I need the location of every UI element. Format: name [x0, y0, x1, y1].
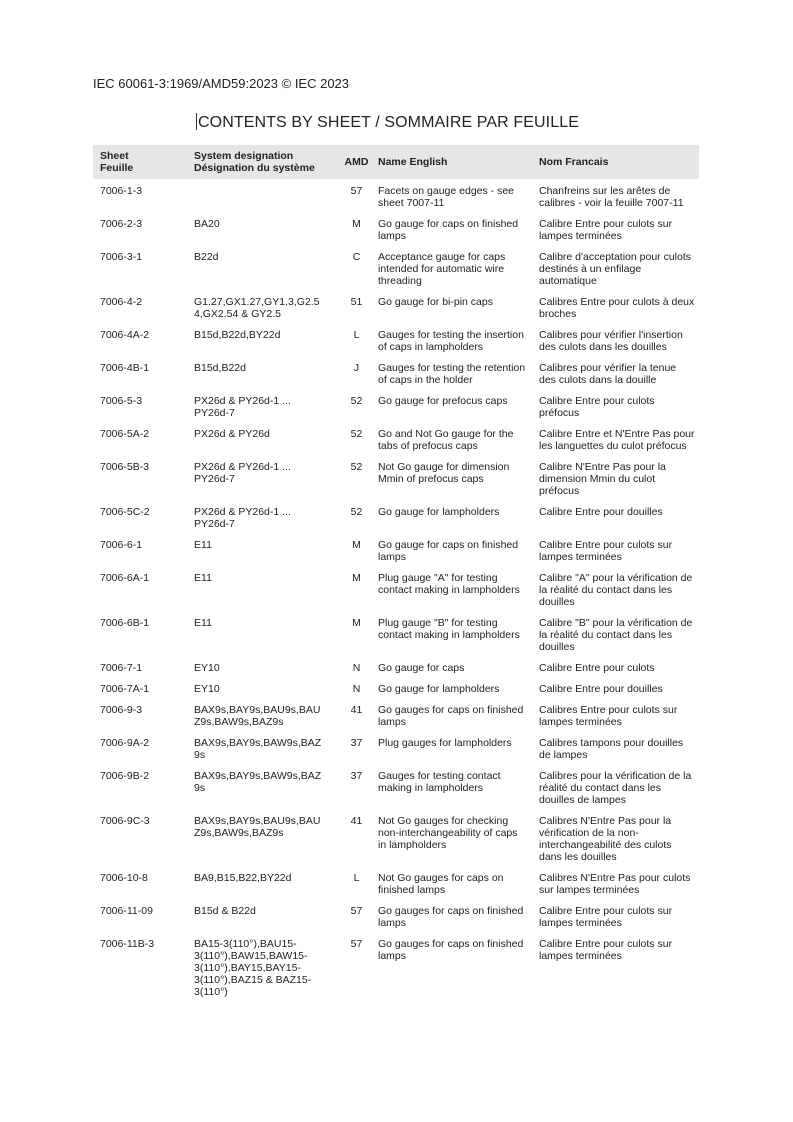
cell-sheet: 7006-9-3 — [100, 704, 143, 716]
cell-sheet: 7006-2-3 — [100, 218, 143, 230]
cell-amd: N — [352, 662, 361, 674]
cell-name-english: Go gauge for caps — [378, 662, 465, 674]
cell-name-english: Plug gauges for lampholders — [378, 737, 512, 749]
cell-system-designation: BA9,B15,B22,BY22d — [194, 872, 292, 884]
column-header-sheet — [93, 145, 187, 179]
table-row — [93, 728, 699, 761]
cell-name-english: Go gauge for prefocus caps — [378, 395, 508, 407]
cell-sheet: 7006-4-2 — [100, 296, 143, 308]
cell-name-english: Not Go gauges for caps on finished lamps — [378, 872, 504, 896]
cell-system-designation: B15d,B22d — [194, 362, 246, 374]
cell-name-english: Go gauge for bi-pin caps — [378, 296, 493, 308]
cell-name-english: Go gauges for caps on finished lamps — [378, 938, 524, 962]
cell-name-english: Go and Not Go gauge for the tabs of prefocus caps — [378, 428, 514, 452]
cell-amd: N — [352, 683, 361, 695]
cell-sheet: 7006-9B-2 — [100, 770, 150, 782]
cell-name-french: Calibre Entre pour culots préfocus — [539, 395, 655, 419]
cell-name-french: Calibre Entre pour culots sur lampes terminées — [539, 218, 673, 242]
table-row — [93, 563, 699, 608]
cell-name-english: Plug gauge "A" for testing contact making in lampholders — [378, 572, 520, 596]
table-row — [93, 419, 699, 452]
cell-name-french: Calibres tampons pour douilles de lampes — [539, 737, 684, 761]
cell-name-english: Go gauges for caps on finished lamps — [378, 905, 524, 929]
cell-sheet: 7006-9A-2 — [100, 737, 150, 749]
cell-name-french: Calibres Entre pour culots à deux broches — [539, 296, 695, 320]
cell-sheet: 7006-1-3 — [100, 185, 143, 197]
cell-amd: C — [352, 251, 361, 263]
cell-sheet: 7006-6A-1 — [100, 572, 150, 584]
cell-amd: 51 — [350, 296, 363, 308]
cell-amd: 52 — [350, 461, 363, 473]
cell-name-english: Not Go gauges for checking non-interchangeability of caps in lampholders — [378, 815, 518, 851]
cell-system-designation: BAX9s,BAY9s,BAU9s,BAUZ9s,BAW9s,BAZ9s — [194, 815, 321, 839]
cell-name-english: Go gauges for caps on finished lamps — [378, 704, 524, 728]
cell-system-designation: PX26d & PY26d-1 ... PY26d-7 — [194, 461, 291, 485]
cell-name-french: Calibre Entre pour culots sur lampes terminées — [539, 905, 673, 929]
cell-system-designation: PX26d & PY26d-1 ... PY26d-7 — [194, 506, 291, 530]
cell-amd: 57 — [350, 185, 363, 197]
cell-system-designation: BA15-3(110°),BAU15-3(110°),BAW15,BAW15-3(110°),BAY15,BAY15-3(110°),BAZ15 & BAZ15-3(110°) — [194, 938, 312, 998]
cell-system-designation: PX26d & PY26d-1 ... PY26d-7 — [194, 395, 291, 419]
column-header-amd: AMD — [344, 156, 369, 168]
cell-sheet: 7006-7A-1 — [100, 683, 150, 695]
cell-name-french: Calibres pour la vérification de la réalité du contact dans les douilles de lampes — [539, 770, 692, 806]
contents-table — [93, 145, 699, 998]
cell-amd: L — [353, 872, 360, 884]
cell-name-french: Calibre N'Entre Pas pour la dimension Mmin du culot préfocus — [539, 461, 666, 497]
table-header-row — [93, 145, 699, 179]
table-row — [93, 674, 699, 695]
table-row — [93, 452, 699, 497]
cell-name-french: Calibres pour vérifier la tenue des culots dans la douille — [539, 362, 677, 386]
cell-amd: 52 — [350, 395, 363, 407]
cell-system-designation: BAX9s,BAY9s,BAU9s,BAUZ9s,BAW9s,BAZ9s — [194, 704, 321, 728]
cell-amd: 52 — [350, 506, 363, 518]
table-row — [93, 929, 699, 998]
cell-sheet: 7006-4B-1 — [100, 362, 150, 374]
cell-name-english: Not Go gauge for dimension Mmin of prefocus caps — [378, 461, 510, 485]
cell-sheet: 7006-9C-3 — [100, 815, 150, 827]
cell-sheet: 7006-10-8 — [100, 872, 148, 884]
cell-amd: 41 — [350, 815, 363, 827]
cell-name-french: Calibre Entre pour douilles — [539, 506, 663, 518]
cell-name-english: Go gauge for lampholders — [378, 506, 500, 518]
cell-name-french: Calibres Entre pour culots sur lampes terminées — [539, 704, 678, 728]
cell-name-english: Gauges for testing the retention of caps in the holder — [378, 362, 526, 386]
cell-amd: 52 — [350, 428, 363, 440]
cell-amd: J — [353, 362, 360, 374]
cell-name-french: Calibre Entre pour douilles — [539, 683, 663, 695]
table-row — [93, 287, 699, 320]
table-row — [93, 179, 699, 209]
table-row — [93, 863, 699, 896]
cell-system-designation — [187, 179, 337, 209]
cell-name-french: Calibre Entre pour culots sur lampes terminées — [539, 539, 673, 563]
cell-name-french: Calibre "B" pour la vérification de la réalité du contact dans les douilles — [539, 617, 693, 653]
cell-sheet: 7006-11B-3 — [100, 938, 155, 950]
cell-system-designation: PX26d & PY26d — [194, 428, 270, 440]
text-cursor — [196, 113, 197, 130]
cell-system-designation: B15d & B22d — [194, 905, 256, 917]
cell-name-english: Go gauge for caps on finished lamps — [378, 539, 519, 563]
table-row — [93, 761, 699, 806]
cell-amd: L — [353, 329, 360, 341]
table-row — [93, 896, 699, 929]
cell-system-designation: BAX9s,BAY9s,BAW9s,BAZ9s — [194, 737, 322, 761]
cell-sheet: 7006-4A-2 — [100, 329, 150, 341]
table-row — [93, 353, 699, 386]
cell-amd: 41 — [350, 704, 363, 716]
cell-amd: M — [352, 218, 361, 230]
cell-system-designation: E11 — [194, 539, 212, 551]
cell-amd: 57 — [350, 905, 363, 917]
column-header-name-french: Nom Francais — [539, 156, 609, 168]
column-header-system — [187, 145, 337, 179]
column-header-system-fr: Désignation du système — [194, 162, 315, 174]
document-reference: IEC 60061-3:1969/AMD59:2023 © IEC 2023 — [93, 76, 350, 91]
cell-name-french: Calibres N'Entre Pas pour la vérification de la non-interchangeabilité des culots dans les douilles — [539, 815, 672, 863]
table-row — [93, 806, 699, 863]
cell-sheet: 7006-5B-3 — [100, 461, 150, 473]
cell-sheet: 7006-11-09 — [100, 905, 153, 917]
cell-name-french: Calibre "A" pour la vérification de la réalité du contact dans les douilles — [539, 572, 693, 608]
cell-system-designation: B22d — [194, 251, 219, 263]
table-row — [93, 242, 699, 287]
table-row — [93, 386, 699, 419]
table-row — [93, 320, 699, 353]
table-row — [93, 608, 699, 653]
cell-name-french: Calibre d'acceptation pour culots destinés à un enfilage automatique — [539, 251, 692, 287]
table-body — [93, 179, 699, 998]
cell-name-english: Plug gauge "B" for testing contact making in lampholders — [378, 617, 520, 641]
cell-system-designation: BAX9s,BAY9s,BAW9s,BAZ9s — [194, 770, 322, 794]
column-header-system-en: System designation — [194, 150, 294, 162]
table-header — [93, 145, 699, 179]
cell-system-designation: E11 — [194, 572, 212, 584]
cell-system-designation: G1.27,GX1.27,GY1.3,G2.54,GX2.54 & GY2.5 — [194, 296, 320, 320]
cell-sheet: 7006-6-1 — [100, 539, 143, 551]
cell-sheet: 7006-7-1 — [100, 662, 143, 674]
cell-amd: 37 — [350, 737, 363, 749]
page-title-text: CONTENTS BY SHEET / SOMMAIRE PAR FEUILLE — [198, 114, 579, 131]
cell-name-english: Gauges for testing the insertion of caps in lampholders — [378, 329, 524, 353]
table-row — [93, 497, 699, 530]
cell-name-french: Calibre Entre et N'Entre Pas pour les languettes du culot préfocus — [539, 428, 695, 452]
cell-name-english: Go gauge for caps on finished lamps — [378, 218, 519, 242]
cell-name-french: Chanfreins sur les arêtes de calibres - voir la feuille 7007-11 — [539, 185, 684, 209]
cell-name-english: Gauges for testing contact making in lampholders — [378, 770, 501, 794]
table-row — [93, 653, 699, 674]
cell-name-english: Facets on gauge edges - see sheet 7007-11 — [378, 185, 515, 209]
cell-system-designation: B15d,B22d,BY22d — [194, 329, 281, 341]
cell-name-english: Go gauge for lampholders — [378, 683, 500, 695]
table-row — [93, 209, 699, 242]
cell-system-designation: EY10 — [194, 662, 220, 674]
cell-name-french: Calibre Entre pour culots — [539, 662, 655, 674]
cell-name-french: Calibres pour vérifier l'insertion des culots dans les douilles — [539, 329, 683, 353]
cell-amd: 37 — [350, 770, 363, 782]
page-title — [196, 113, 579, 132]
column-header-sheet-en: Sheet — [100, 150, 129, 162]
column-header-name-english: Name English — [378, 156, 448, 168]
column-header-sheet-fr: Feuille — [100, 162, 134, 174]
table-row — [93, 530, 699, 563]
cell-system-designation: BA20 — [194, 218, 220, 230]
table-row — [93, 695, 699, 728]
cell-name-french: Calibres N'Entre Pas pour culots sur lampes terminées — [539, 872, 691, 896]
cell-sheet: 7006-5-3 — [100, 395, 143, 407]
cell-system-designation: E11 — [194, 617, 212, 629]
cell-sheet: 7006-5C-2 — [100, 506, 150, 518]
cell-amd: M — [352, 539, 361, 551]
cell-sheet: 7006-3-1 — [100, 251, 143, 263]
cell-name-french: Calibre Entre pour culots sur lampes terminées — [539, 938, 673, 962]
cell-system-designation: EY10 — [194, 683, 220, 695]
cell-name-english: Acceptance gauge for caps intended for automatic wire threading — [378, 251, 506, 287]
cell-amd: M — [352, 617, 361, 629]
cell-sheet: 7006-5A-2 — [100, 428, 150, 440]
cell-amd: 57 — [350, 938, 363, 950]
cell-amd: M — [352, 572, 361, 584]
cell-sheet: 7006-6B-1 — [100, 617, 150, 629]
